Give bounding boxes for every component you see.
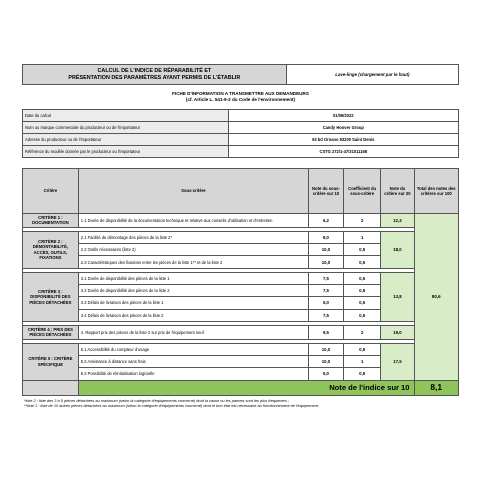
criterion-5-score: 17,5 (381, 343, 414, 380)
info-table (22, 109, 459, 158)
subcriterion-label: 2.3 Caractéristiques des fixations entre les pièces de la liste 1** et de la liste 2 (78, 256, 308, 268)
subcriterion-label: 2.1 Facilité de démontage des pièces de la liste 2* (78, 231, 308, 243)
criterion-2-name: CRITÈRE 2 : DÉMONTABILITÉ, ACCÈS, OUTILS, FIXATIONS (23, 231, 79, 268)
subcriterion-note: 10,0 (309, 256, 344, 268)
scores-header-row (23, 169, 459, 214)
subcriterion-coef: 0,5 (343, 368, 380, 380)
subcriterion-label: 5.3 Possibilité de réinitialisation logicielle (78, 368, 308, 380)
subcriterion-label: 3.2 Durée de disponibilité des pièces de la liste 2 (78, 285, 308, 297)
document-header (22, 64, 459, 85)
title-line-2: PRÉSENTATION DES PARAMÈTRES AYANT PERMIS DE L'ÉTABLIR (68, 74, 241, 81)
col-note20: Note du critère sur 20 (381, 169, 414, 214)
subcriterion-label: 3.4 Délais de livraison des pièces de la liste 2 (78, 309, 308, 321)
subcriterion-note: 9,5 (309, 325, 344, 339)
subcriterion-coef: 0,5 (343, 343, 380, 355)
subcriterion-note: 10,0 (309, 356, 344, 368)
subcriterion-label: 1.1 Durée de disponibilité de la documentation technique et relative aux conseils d'utilisation et d'entretien (78, 214, 308, 228)
fiche-heading (22, 91, 459, 103)
subcriterion-note: 10,0 (309, 244, 344, 256)
final-score-label: Note de l'indice sur 10 (78, 380, 414, 395)
subcriterion-label: 5.1 Accessibilité du compteur d'usage (78, 343, 308, 355)
subcriterion-note: 8,0 (309, 231, 344, 243)
info-row-address (23, 134, 459, 146)
info-row-reference (23, 146, 459, 158)
criterion-4-name: CRITÈRE 4 : PRIX DES PIÈCES DÉTACHÉES (23, 325, 79, 339)
subcriterion-coef: 0,5 (343, 309, 380, 321)
final-blank (23, 380, 79, 395)
subcriterion-coef: 0,5 (343, 272, 380, 284)
info-label: Date du calcul (23, 110, 229, 122)
subcriterion-coef: 0,5 (343, 256, 380, 268)
subcriterion-coef: 0,5 (343, 297, 380, 309)
title-line-1: CALCUL DE L'INDICE DE RÉPARABILITÉ ET (97, 68, 212, 74)
total-100: 80,6 (414, 214, 459, 381)
subcriterion-note: 7,5 (309, 309, 344, 321)
fiche-line-1: FICHE D'INFORMATION A TRANSMETTRE AUX DEMANDEURS (172, 91, 309, 96)
col-note10: Note du sous-critère sur 10 (309, 169, 344, 214)
table-row (23, 325, 459, 339)
final-score-row (23, 380, 459, 395)
table-row (23, 272, 459, 284)
scores-table (22, 168, 459, 396)
table-row (23, 343, 459, 355)
col-total: Total des notes des critères sur 100 (414, 169, 459, 214)
subcriterion-coef: 0,5 (343, 285, 380, 297)
col-sous-critere: Sous-critère (78, 169, 308, 214)
criterion-3-score: 13,8 (381, 272, 414, 321)
subcriterion-label: 2.2 Outils nécessaires (liste 2) (78, 244, 308, 256)
subcriterion-coef: 1 (343, 231, 380, 243)
subcriterion-coef: 2 (343, 214, 380, 228)
criterion-4-score: 19,0 (381, 325, 414, 339)
info-row-brand (23, 122, 459, 134)
subcriterion-coef: 0,5 (343, 244, 380, 256)
subcriterion-note: 7,5 (309, 285, 344, 297)
criterion-3-name: CRITÈRE 3 : DISPONIBILITÉ DES PIÈCES DÉTACHÉES (23, 272, 79, 321)
criterion-1-name: CRITÈRE 1 : DOCUMENTATION (23, 214, 79, 228)
subcriterion-note: 7,5 (309, 272, 344, 284)
subcriterion-label: 5.2 Assistance à distance sans frais (78, 356, 308, 368)
subcriterion-label: 3.1 Durée de disponibilité des pièces de la liste 1 (78, 272, 308, 284)
subcriterion-note: 6,2 (309, 214, 344, 228)
info-label: Adresse du producteur ou de l'importateur (23, 134, 229, 146)
subcriterion-coef: 2 (343, 325, 380, 339)
subcriterion-note: 5,0 (309, 297, 344, 309)
info-value: 01/09/2022 (228, 110, 458, 122)
criterion-2-score: 18,0 (381, 231, 414, 268)
info-value: Candy Hoover Group (228, 122, 458, 134)
table-row (23, 214, 459, 228)
product-type: Lave-linge (chargement par le haut) (286, 65, 458, 85)
fiche-line-2: (cf. Article L. 541-9-2 du Code de l'environnement) (185, 97, 296, 102)
footnote-2: **liste 1 : liste de 10 autres pièces détachées au maximum (selon la catégorie d'équipements concerné) dont le bon état est nécessaire au fonctionnement de l'équipement. (24, 403, 319, 408)
criterion-1-score: 12,3 (381, 214, 414, 228)
repairability-document (22, 64, 459, 408)
subcriterion-label: 4. Rapport prix des pièces de la liste 2 sur prix de l'équipement neuf (78, 325, 308, 339)
subcriterion-note: 5,0 (309, 368, 344, 380)
subcriterion-label: 3.3 Délais de livraison des pièces de la liste 1 (78, 297, 308, 309)
subcriterion-coef: 1 (343, 356, 380, 368)
document-title (23, 65, 287, 85)
info-row-date (23, 110, 459, 122)
info-label: Nom ou marque commerciale du producteur ou de l'importateur (23, 122, 229, 134)
final-score-value: 8,1 (414, 380, 459, 395)
footnotes (22, 398, 459, 409)
subcriterion-note: 10,0 (309, 343, 344, 355)
col-coef: Coefficient du sous-critère (343, 169, 380, 214)
info-label: Référence du modèle donnée par le producteur ou l'importateur (23, 146, 229, 158)
info-value: CSTG 272/1-47/31011168 (228, 146, 458, 158)
info-value: 53 bd Ornano 93200 Saint Denis (228, 134, 458, 146)
table-row (23, 231, 459, 243)
criterion-5-name: CRITÈRE 5 : CRITÈRE SPÉCIFIQUE (23, 343, 79, 380)
footnote-1: *liste 2 : liste des 3 à 5 pièces détachées au maximum (selon la catégorie d'équipements concerné) dont la casse ou les pannes sont les plus fréquentes ; (24, 397, 289, 403)
col-critere: Critère (23, 169, 79, 214)
